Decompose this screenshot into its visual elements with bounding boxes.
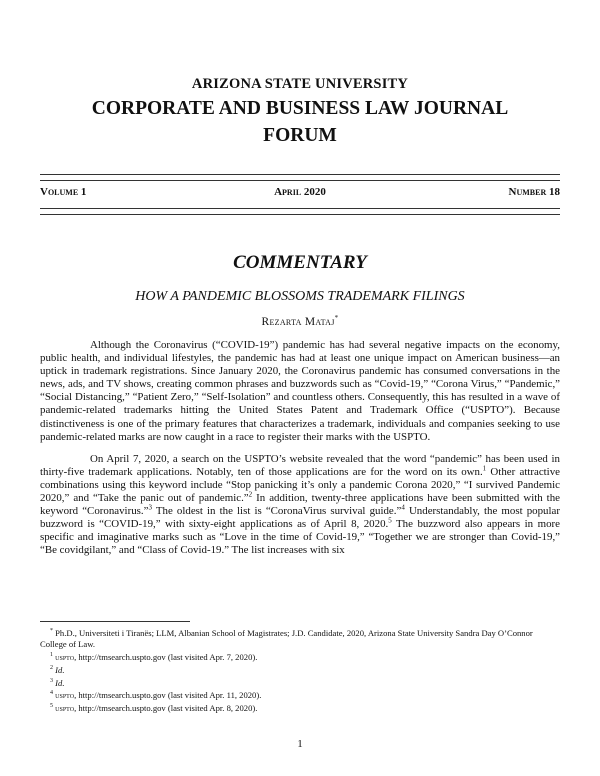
paragraph-2-text-a: On April 7, 2020, a search on the USPTO’s website revealed that the word “pandemic” has been used in thirty-five trademark applications. Notably, ten of those applications are for the word on its own. <box>40 452 560 478</box>
footnote-2 <box>40 663 560 676</box>
footnote-4 <box>40 688 560 701</box>
section-heading: COMMENTARY <box>233 252 367 273</box>
footnote-text: , http://tmsearch.uspto.gov (last visited Apr. 8, 2020). <box>74 703 258 714</box>
journal-title-line-2: FORUM <box>263 125 337 146</box>
issue-date: April 2020 <box>274 186 326 198</box>
footnote-ref-2: 2 <box>248 490 253 499</box>
issue-meta <box>40 186 560 204</box>
footnote-text: Id. <box>55 677 65 688</box>
article-title: HOW A PANDEMIC BLOSSOMS TRADEMARK FILINGS <box>135 289 465 304</box>
volume-label: Volume 1 <box>40 186 87 198</box>
footnote-mark: 5 <box>50 703 53 710</box>
header-rule-bottom <box>40 208 560 209</box>
header-rule-top-2 <box>40 180 560 181</box>
author-name <box>0 314 600 328</box>
paragraph-2-text-b: Other attractive combinations using this keyword include “Stop panicking it’s only a pandemic Corona 2020,” “I survived Pandemic 2020,” and “Take the panic out of pandemic.” <box>40 465 560 505</box>
header-rule-bottom-2 <box>40 214 560 215</box>
footnote-ref-4: 4 <box>401 503 405 512</box>
footnotes <box>40 626 560 714</box>
footnote-mark: 3 <box>50 677 53 684</box>
footnote-1 <box>40 650 560 663</box>
footnote-ref-3: 3 <box>148 503 152 512</box>
article-body <box>40 339 560 567</box>
paragraph-2-text-d: The oldest in the list is “CoronaVirus survival guide.” <box>151 505 402 518</box>
author-name-text: Rezarta Mataj <box>261 315 335 328</box>
journal-title-line-1: CORPORATE AND BUSINESS LAW JOURNAL <box>91 98 509 119</box>
header-rule-top <box>40 174 560 175</box>
page-number: 1 <box>297 738 303 750</box>
footnote-3 <box>40 676 560 689</box>
footnote-mark: 4 <box>50 690 53 697</box>
footnote-source: uspto <box>55 651 75 662</box>
footnote-separator <box>40 621 190 622</box>
paragraph-2-text-c: In addition, twenty-three applications have been submitted with the keyword “Coronavirus.” <box>40 492 560 518</box>
footnote-text: , http://tmsearch.uspto.gov (last visited Apr. 11, 2020). <box>74 690 262 701</box>
footnote-text: , http://tmsearch.uspto.gov (last visited Apr. 7, 2020). <box>74 651 258 662</box>
footnote-text: Ph.D., Universiteti i Tiranës; LLM, Albanian School of Magistrates; J.D. Candidate, 2020, Arizona State University Sandra Day O’Connor College of Law. <box>40 627 533 649</box>
footnote-5 <box>40 701 560 714</box>
footnote-mark: * <box>50 628 53 634</box>
footnote-mark: 2 <box>50 664 53 671</box>
journal-title <box>40 95 560 149</box>
footnote-ref-5: 5 <box>388 516 392 525</box>
university-name: ARIZONA STATE UNIVERSITY <box>191 76 409 92</box>
issue-number: Number 18 <box>508 186 560 198</box>
paragraph-2-text-e: Understandably, the most popular buzzword is “COVID-19,” with sixty-eight applications as of April 8, 2020. <box>40 505 560 531</box>
footnote-author <box>40 626 560 650</box>
footnote-mark: 1 <box>50 651 53 658</box>
footnote-ref-1: 1 <box>482 464 487 473</box>
paragraph-2-text-f: The buzzword also appears in more specific and imaginative marks such as “Love in the time of Covid-19,” “Together we are stronger than Covid-19,” “Be covidgilant,” and “Class of Covid-19.” The list increases with six <box>40 518 560 557</box>
footnote-source: uspto <box>55 703 75 714</box>
author-footnote-mark: * <box>334 314 339 322</box>
footnote-source: uspto <box>55 690 75 701</box>
paragraph-1: Although the Coronavirus (“COVID-19”) pandemic has had several negative impacts on the economy, public health, and individual lifestyles, the pandemic has had at least one unique impact on American business—an uptick in trademark registrations. Since January 2020, the Coronavirus pandemic has consumed conversations in the news, ads, and TV shows, creating common phrases and buzzwords such as “Covid-19,” “Corona Virus,” “Pandemic,” “Social Distancing,” “Patient Zero,” “Self-Isolation” and countless others. Consequently, this has resulted in a wave of pandemic-related trademarks hitting the United States Patent and Trademark Office (“USPTO”). Because distinctiveness is one of the primary features that characterizes a trademark, individuals and companies seeking to use pandemic-related marks are now caught in a race to register their marks with the USPTO. <box>40 339 560 443</box>
footnote-text: Id. <box>55 664 65 675</box>
paragraph-2 <box>40 453 560 558</box>
